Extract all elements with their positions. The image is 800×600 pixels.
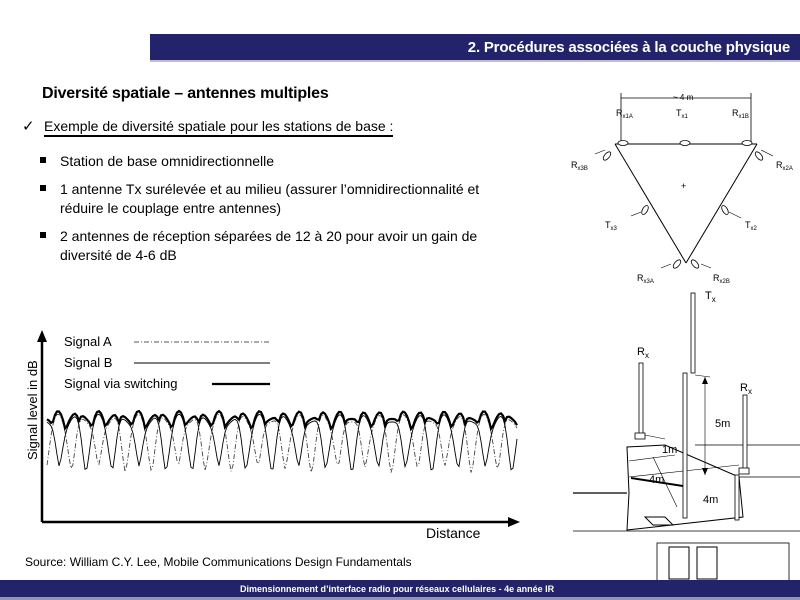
- bullet-square-icon: [40, 157, 46, 163]
- antenna-rx1b-icon: [742, 141, 752, 146]
- tx-mast: [683, 373, 687, 518]
- label-1m: 1m: [662, 444, 678, 456]
- antenna-tx1-icon: [680, 141, 690, 146]
- signal-chart: [22, 330, 522, 550]
- label-4m-b: 4m: [703, 494, 719, 506]
- antenna-tx3-icon: [640, 204, 649, 215]
- mast-svg: [565, 285, 800, 585]
- window-right: [697, 547, 717, 579]
- legend-label-a: Signal A: [64, 334, 112, 349]
- source-citation: Source: William C.Y. Lee, Mobile Communications Design Fundamentals: [25, 555, 412, 569]
- rx-left-antenna-icon: [639, 363, 643, 435]
- y-axis-label: Signal level in dB: [25, 360, 40, 460]
- label-tx1: $T_{x1}$: [676, 108, 688, 120]
- bullet-list: [38, 152, 513, 274]
- label-tx2: $T_{x2}$: [745, 220, 757, 232]
- bullet-text: 2 antennes de réception séparées de 12 à 20 pour avoir un gain de diversité de 4-6 dB: [60, 228, 478, 263]
- label-rx-right: $R_x$: [740, 382, 752, 396]
- signal-b-curve: [47, 414, 517, 470]
- signal-figure: [22, 330, 522, 550]
- label-tx: $T_x$: [705, 290, 716, 304]
- slide-title: Diversité spatiale – antennes multiples: [42, 85, 329, 102]
- list-item: [38, 180, 513, 218]
- signal-switching-curve: [47, 411, 517, 429]
- label-5m: 5m: [715, 418, 731, 430]
- label-rx3b: $R_{x3B}$: [571, 160, 588, 172]
- antenna-rx2b-icon: [690, 259, 700, 270]
- label-rx-left: $R_x$: [637, 346, 649, 360]
- label-rx3a: $R_{x3A}$: [637, 273, 654, 285]
- legend-label-b: Signal B: [64, 355, 113, 370]
- triangle-left-edge: [615, 144, 686, 263]
- check-icon: ✓: [22, 118, 35, 135]
- footer-text: Dimensionnement d’interface radio pour réseaux cellulaires - 4e année IR: [240, 584, 555, 594]
- y-axis-arrow-icon: [37, 330, 47, 342]
- footer-bar: [0, 580, 800, 600]
- rx-right-antenna-icon: [743, 395, 747, 470]
- antenna-layout-diagram: [565, 88, 800, 288]
- legend-label-switching: Signal via switching: [64, 376, 178, 391]
- example-line: [22, 117, 393, 135]
- label-rx1b: $R_{x1B}$: [732, 108, 749, 120]
- label-rx2b: $R_{x2B}$: [713, 273, 730, 285]
- triangle-right-edge: [686, 144, 757, 263]
- label-tx3: $T_{x3}$: [605, 220, 617, 232]
- antenna-tx2-icon: [720, 204, 729, 215]
- tx-antenna-icon: [691, 293, 695, 373]
- dim-1m: [645, 435, 665, 439]
- antenna-rx3a-icon: [672, 259, 682, 270]
- bullet-text: Station de base omnidirectionnelle: [60, 153, 275, 169]
- label-rx1a: $R_{x1A}$: [616, 108, 633, 120]
- bullet-square-icon: [40, 185, 46, 191]
- label-rx2a: $R_{x2A}$: [776, 160, 793, 172]
- distance-label: ~ 4 m: [673, 93, 694, 102]
- bullet-text: 1 antenne Tx surélevée et au milieu (assurer l’omnidirectionnalité et réduire le couplage entre antennes): [60, 181, 480, 216]
- center-mark: +: [681, 181, 687, 191]
- window-left: [669, 547, 689, 579]
- antenna-rx1a-icon: [618, 141, 628, 146]
- example-text: Exemple de diversité spatiale pour les stations de base :: [44, 118, 393, 137]
- antenna-layout-svg: [565, 88, 800, 288]
- header-bar: [150, 34, 800, 62]
- bullet-square-icon: [40, 232, 46, 238]
- list-item: [38, 152, 513, 171]
- list-item: [38, 227, 513, 265]
- antenna-rx3b-icon: [602, 151, 612, 162]
- section-title: 2. Procédures associées à la couche physique: [467, 39, 790, 56]
- antenna-rx2a-icon: [754, 151, 764, 162]
- signal-a-curve: [47, 414, 517, 472]
- x-axis-label: Distance: [426, 525, 481, 541]
- x-axis-arrow-icon: [508, 517, 520, 527]
- mast-diagram: [565, 285, 800, 585]
- label-4m-a: 4m: [649, 474, 665, 486]
